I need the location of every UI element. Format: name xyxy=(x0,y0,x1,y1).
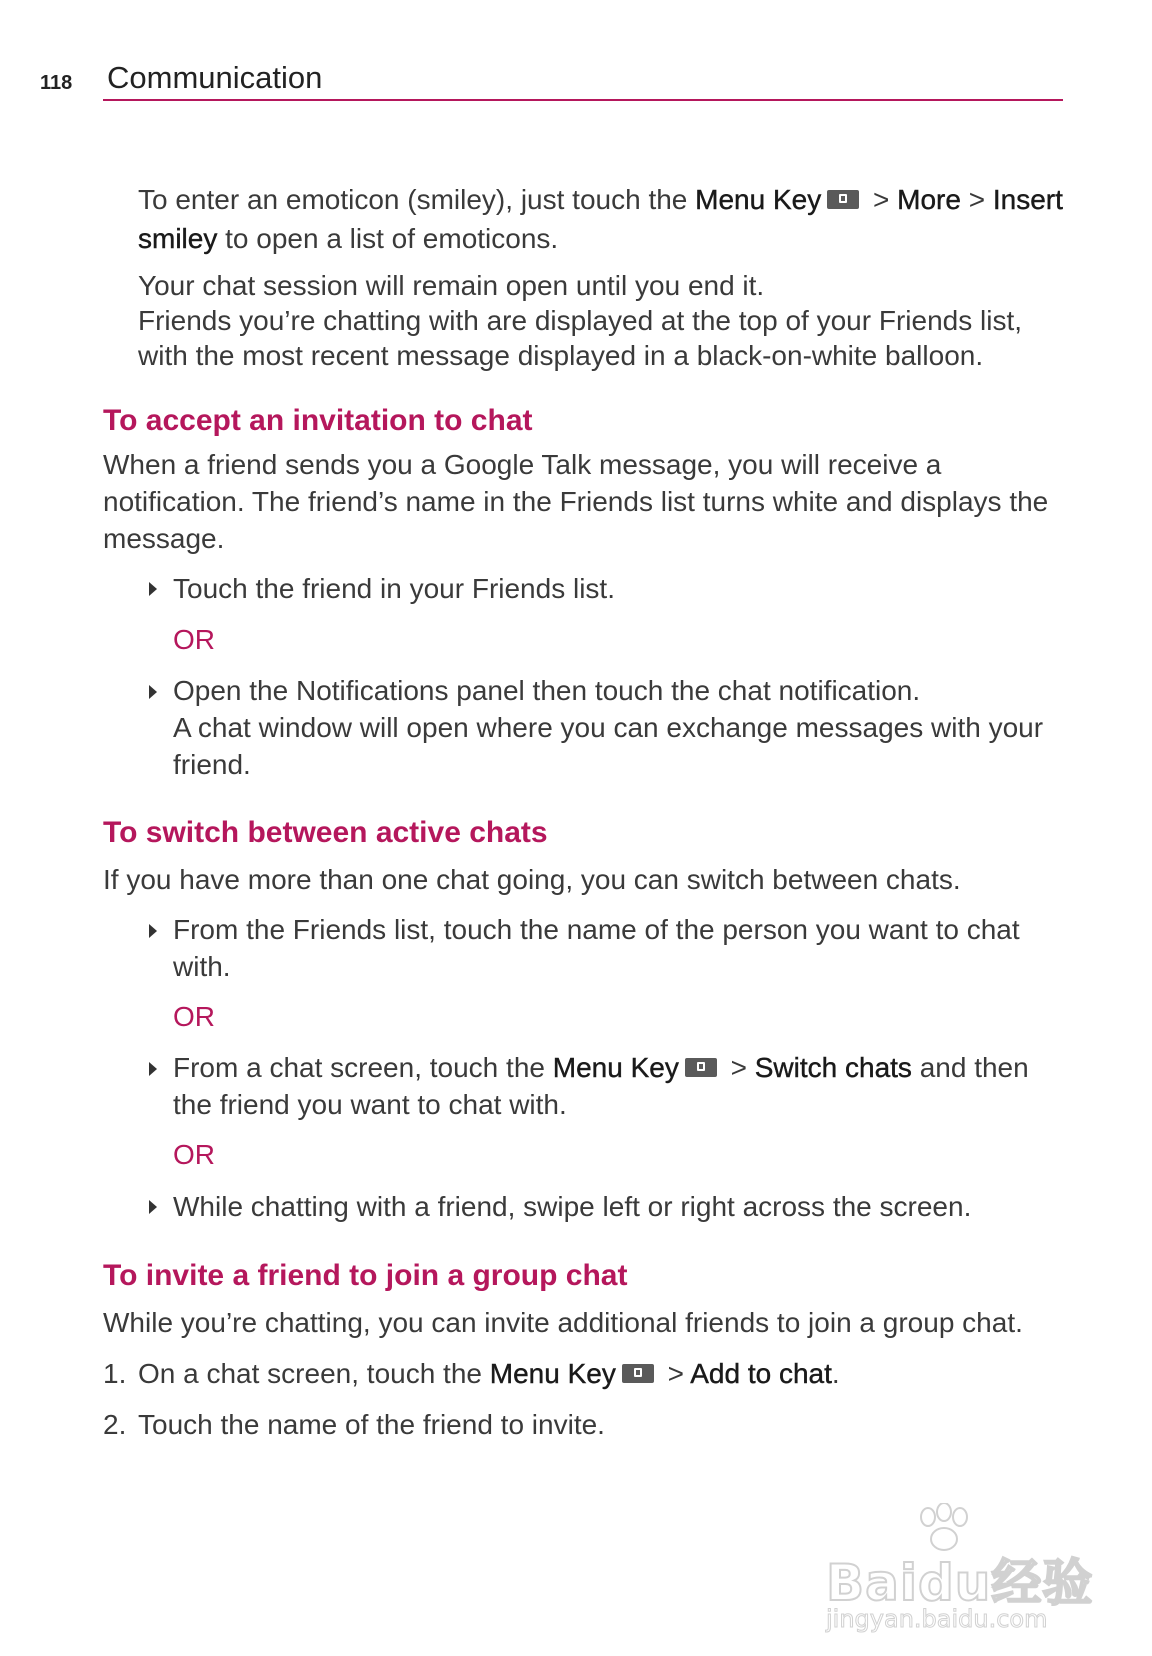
text-run: On a chat screen, touch the xyxy=(138,1358,490,1389)
text-run: To enter an emoticon (smiley), just touch the xyxy=(138,184,696,215)
or-label: OR xyxy=(173,1001,215,1032)
text-run: > xyxy=(960,184,993,215)
bullet-text: While chatting with a friend, swipe left or right across the screen. xyxy=(173,1191,972,1222)
triangle-right-icon xyxy=(149,685,157,699)
numbered-step xyxy=(103,1405,1063,1444)
triangle-right-icon xyxy=(149,582,157,596)
heading-accept-invitation: To accept an invitation to chat xyxy=(103,404,533,437)
watermark-url: jingyan.baidu.com xyxy=(826,1605,1048,1633)
text-run: to open a list of emoticons. xyxy=(217,223,559,254)
text-run: From a chat screen, touch the xyxy=(173,1052,553,1083)
insert-smiley-label: Insert smiley xyxy=(138,184,1063,254)
bullet-text: Open the Notifications panel then touch the chat notification. xyxy=(173,675,921,706)
header-rule xyxy=(103,99,1063,101)
bullet-text: A chat window will open where you can exchange messages with your friend. xyxy=(173,712,1044,780)
add-to-chat-label: Add to chat xyxy=(690,1358,832,1389)
text-run: > xyxy=(659,1358,691,1389)
watermark-logo-text: Baidu经验 xyxy=(826,1554,1094,1612)
triangle-right-icon xyxy=(149,1200,157,1214)
page-content xyxy=(103,180,1063,1444)
invite-body: While you’re chatting, you can invite additional friends to join a group chat. xyxy=(103,1307,1023,1338)
heading-invite-group-chat: To invite a friend to join a group chat xyxy=(103,1259,628,1292)
menu-key-label: Menu Key xyxy=(489,1358,616,1389)
baidu-watermark xyxy=(826,1503,1096,1633)
text-run: > xyxy=(865,184,898,215)
numbered-step xyxy=(103,1354,1063,1393)
text-run: Your chat session will remain open until you end it. xyxy=(138,270,765,301)
switch-chats-label: Switch chats xyxy=(754,1052,912,1083)
step-number: 1. xyxy=(103,1358,127,1389)
menu-key-label: Menu Key xyxy=(695,184,822,215)
or-label: OR xyxy=(173,624,215,655)
list-item xyxy=(103,672,1063,783)
triangle-right-icon xyxy=(149,1062,157,1076)
or-label: OR xyxy=(173,1139,215,1170)
heading-switch-chats: To switch between active chats xyxy=(103,816,548,849)
intro-paragraph-emoticon xyxy=(103,180,1063,258)
accept-body: When a friend sends you a Google Talk message, you will receive a notification. The friend’s name in the Friends list turns white and displays the message. xyxy=(103,449,1049,554)
list-item xyxy=(103,1049,1063,1123)
more-label: More xyxy=(897,184,961,215)
bullet-text: Touch the friend in your Friends list. xyxy=(173,573,615,604)
menu-key-icon xyxy=(622,1364,654,1383)
list-item xyxy=(103,569,1063,608)
text-run: . xyxy=(831,1358,840,1389)
section-title: Communication xyxy=(107,60,323,95)
list-item xyxy=(103,1187,1063,1226)
text-run: > xyxy=(722,1052,755,1083)
menu-key-icon xyxy=(685,1058,717,1077)
text-run: Friends you’re chatting with are displayed at the top of your Friends list, with the most recent message displayed in a black-on-white balloon. xyxy=(138,305,1022,371)
bullet-text: From the Friends list, touch the name of the person you want to chat with. xyxy=(173,914,1020,982)
text-run: and then the friend you want to chat with. xyxy=(173,1052,1029,1120)
switch-body: If you have more than one chat going, you can switch between chats. xyxy=(103,864,961,895)
menu-key-label: Menu Key xyxy=(552,1052,679,1083)
step-number: 2. xyxy=(103,1409,127,1440)
page-number: 118 xyxy=(40,72,73,94)
text-run: Touch the name of the friend to invite. xyxy=(138,1409,605,1440)
intro-paragraph-session xyxy=(103,268,1063,373)
menu-key-icon xyxy=(827,190,859,209)
triangle-right-icon xyxy=(149,924,157,938)
list-item xyxy=(103,911,1063,985)
